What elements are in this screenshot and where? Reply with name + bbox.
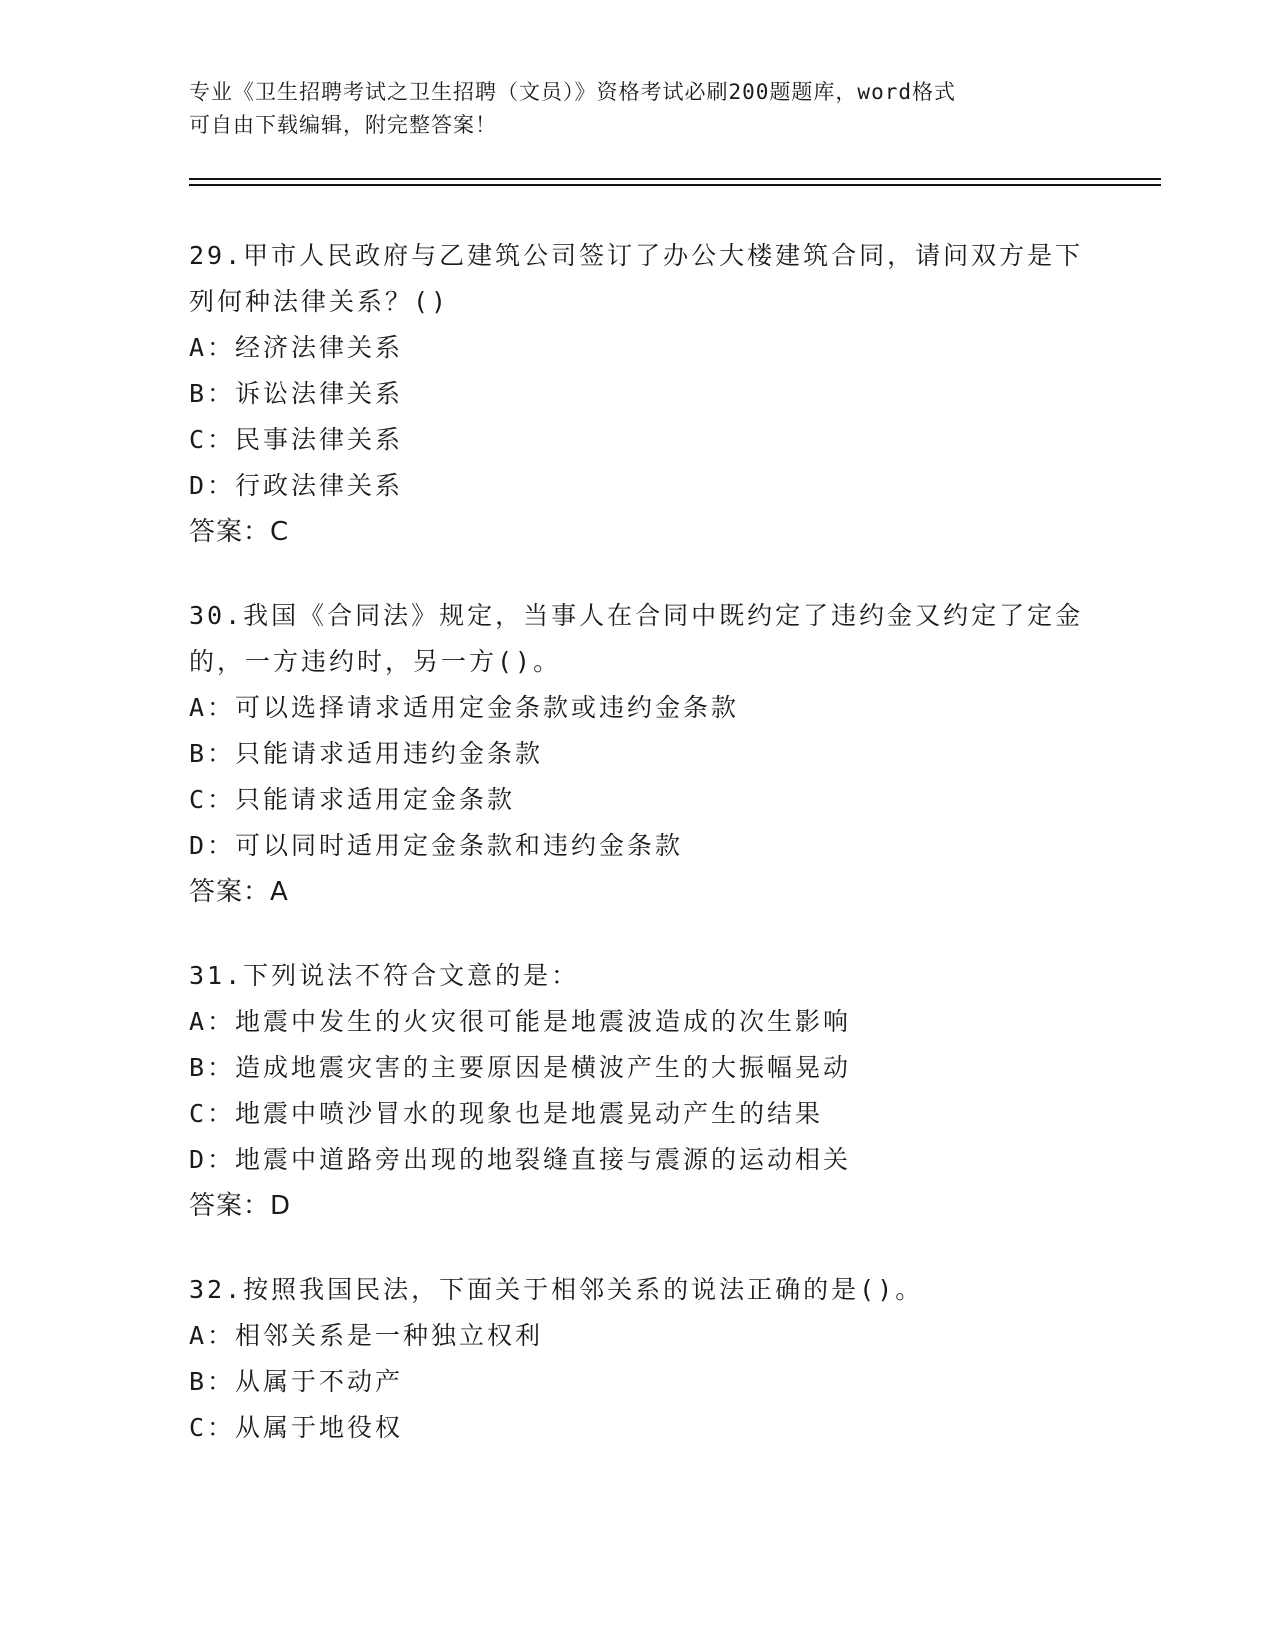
option-c: C：民事法律关系	[189, 425, 404, 454]
document-header	[189, 76, 1089, 142]
header-divider-top	[189, 178, 1161, 180]
option-d: D：行政法律关系	[189, 471, 404, 500]
option-d: D：可以同时适用定金条款和违约金条款	[189, 831, 684, 860]
question-list	[189, 233, 1089, 1489]
option-b: B：从属于不动产	[189, 1367, 404, 1396]
option-a: A：可以选择请求适用定金条款或违约金条款	[189, 693, 740, 722]
option-a: A：地震中发生的火灾很可能是地震波造成的次生影响	[189, 1007, 852, 1036]
option-c: C：只能请求适用定金条款	[189, 785, 516, 814]
header-divider-bottom	[189, 184, 1161, 186]
option-b: B：诉讼法律关系	[189, 379, 404, 408]
question-text: 29.甲市人民政府与乙建筑公司签订了办公大楼建筑合同，请问双方是下列何种法律关系？()	[189, 241, 1084, 316]
answer-label: 答案：C	[189, 517, 290, 547]
option-a: A：经济法律关系	[189, 333, 404, 362]
option-c: C：从属于地役权	[189, 1413, 404, 1442]
answer-label: 答案：A	[189, 877, 289, 907]
option-d: D：地震中道路旁出现的地裂缝直接与震源的运动相关	[189, 1145, 852, 1174]
question-text: 32.按照我国民法，下面关于相邻关系的说法正确的是()。	[189, 1275, 924, 1304]
option-b: B：造成地震灾害的主要原因是横波产生的大振幅晃动	[189, 1053, 852, 1082]
option-b: B：只能请求适用违约金条款	[189, 739, 544, 768]
question-text: 31.下列说法不符合文意的是：	[189, 961, 580, 990]
question-30	[189, 593, 1089, 915]
option-a: A：相邻关系是一种独立权利	[189, 1321, 544, 1350]
header-line-1: 专业《卫生招聘考试之卫生招聘（文员）》资格考试必刷200题题库，word格式	[189, 80, 956, 104]
question-31	[189, 953, 1089, 1229]
question-29	[189, 233, 1089, 555]
question-32	[189, 1267, 1089, 1451]
header-line-2: 可自由下载编辑，附完整答案！	[189, 113, 497, 137]
answer-label: 答案：D	[189, 1191, 292, 1221]
question-text: 30.我国《合同法》规定，当事人在合同中既约定了违约金又约定了定金的，一方违约时，另一方()。	[189, 601, 1084, 676]
option-c: C：地震中喷沙冒水的现象也是地震晃动产生的结果	[189, 1099, 824, 1128]
